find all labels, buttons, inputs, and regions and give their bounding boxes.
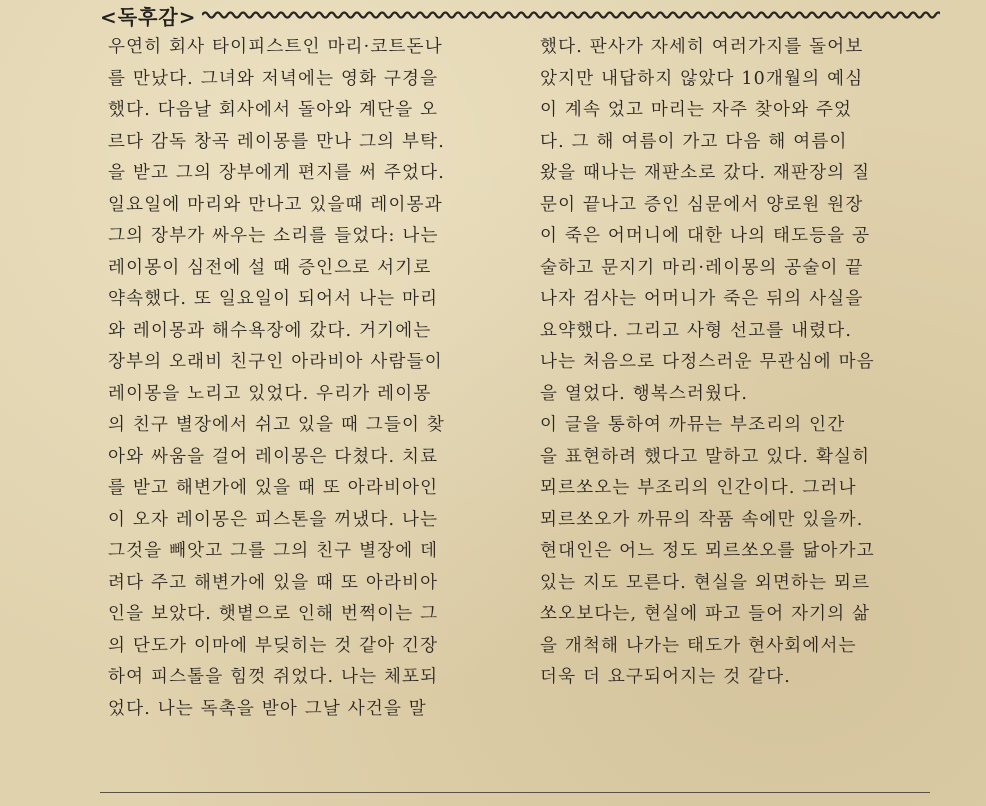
text-line: 장부의 오래비 친구인 아라비아 사람들이 bbox=[108, 352, 443, 372]
text-line: 었다. 나는 독촉을 받아 그날 사건을 말 bbox=[108, 698, 427, 719]
text-line: 려다 주고 해변가에 있을 때 또 아라비아 bbox=[108, 572, 439, 593]
right-column bbox=[540, 32, 935, 694]
text-line: 쏘오보다는, 현실에 파고 들어 자기의 삶 bbox=[540, 604, 871, 624]
text-line: 뫼르쏘오가 까뮤의 작품 속에만 있을까. bbox=[540, 509, 864, 530]
text-line: 그것을 빼앗고 그를 그의 친구 별장에 데 bbox=[108, 541, 439, 561]
text-line: 를 만났다. 그녀와 저녁에는 영화 구경을 bbox=[108, 68, 439, 89]
text-line: 나는 처음으로 다정스러운 무관심에 마음 bbox=[540, 352, 875, 372]
text-line: 했다. 판사가 자세히 여러가지를 돌어보 bbox=[540, 37, 864, 57]
section-title: <독후감> bbox=[100, 4, 197, 29]
text-line: 의 단도가 이마에 부딪히는 것 같아 긴장 bbox=[108, 635, 439, 656]
text-line: 약속했다. 또 일요일이 되어서 나는 마리 bbox=[108, 289, 439, 309]
bottom-rule bbox=[100, 792, 930, 793]
text-line: 았지만 내답하지 않았다 10개월의 예심 bbox=[540, 68, 864, 89]
text-line: 을 개척해 나가는 태도가 현사회에서는 bbox=[540, 635, 857, 656]
text-line: 이 글을 통하여 까뮤는 부조리의 인간 bbox=[540, 415, 846, 435]
text-line: 나자 검사는 어머니가 죽은 뒤의 사실을 bbox=[540, 289, 864, 309]
text-line: 더욱 더 요구되어지는 것 같다. bbox=[540, 667, 792, 687]
text-line: 와 레이몽과 해수욕장에 갔다. 거기에는 bbox=[108, 320, 432, 341]
text-line: 있는 지도 모른다. 현실을 외면하는 뫼르 bbox=[540, 572, 871, 593]
text-line: 레이몽이 심전에 설 때 증인으로 서기로 bbox=[108, 257, 432, 278]
text-line: 아와 싸움을 걸어 레이몽은 다쳤다. 치료 bbox=[108, 446, 439, 467]
text-line: 했다. 다음날 회사에서 돌아와 계단을 오 bbox=[108, 100, 439, 120]
text-line: 문이 끝나고 증인 심문에서 양로원 원장 bbox=[540, 194, 864, 215]
text-line: 우연히 회사 타이피스트인 마리·코트돈나 bbox=[108, 37, 443, 57]
left-column bbox=[108, 32, 498, 725]
text-line: 요약했다. 그리고 사형 선고를 내렸다. bbox=[540, 320, 853, 341]
text-line: 일요일에 마리와 만나고 있을때 레이몽과 bbox=[108, 194, 443, 215]
text-line: 레이몽을 노리고 있었다. 우리가 레이몽 bbox=[108, 383, 432, 404]
text-line: 을 받고 그의 장부에게 편지를 써 주었다. bbox=[108, 163, 446, 183]
text-line: 르다 감독 창곡 레이몽를 만나 그의 부탁. bbox=[108, 131, 446, 152]
wavy-rule-decoration bbox=[202, 8, 940, 22]
text-line: 뫼르쏘오는 부조리의 인간이다. 그러나 bbox=[540, 478, 857, 498]
text-line: 이 죽은 어머니에 대한 나의 태도등을 공 bbox=[540, 226, 871, 246]
text-line: 이 계속 었고 마리는 자주 찾아와 주었 bbox=[540, 100, 853, 120]
text-line: 왔을 때나는 재판소로 갔다. 재판장의 질 bbox=[540, 163, 871, 183]
text-line: 이 오자 레이몽은 피스톤을 꺼냈다. 나는 bbox=[108, 509, 439, 530]
text-line: 의 친구 별장에서 쉬고 있을 때 그들이 찾 bbox=[108, 415, 446, 435]
text-line: 하여 피스톨을 힘껏 쥐었다. 나는 체포되 bbox=[108, 667, 439, 687]
section-header bbox=[100, 2, 940, 28]
text-line: 을 표현하려 했다고 말하고 있다. 확실히 bbox=[540, 446, 871, 467]
text-line: 현대인은 어느 정도 뫼르쏘오를 닮아가고 bbox=[540, 541, 875, 561]
text-line: 를 받고 해변가에 있을 때 또 아라비아인 bbox=[108, 478, 439, 498]
text-line: 인을 보았다. 햇볕으로 인해 번쩍이는 그 bbox=[108, 604, 439, 624]
text-line: 술하고 문지기 마리·레이몽의 공술이 끝 bbox=[540, 257, 864, 278]
text-line: 그의 장부가 싸우는 소리를 들었다: 나는 bbox=[108, 226, 439, 246]
text-line: 을 열었다. 행복스러웠다. bbox=[540, 383, 749, 404]
text-line: 다. 그 해 여름이 가고 다음 해 여름이 bbox=[540, 131, 848, 152]
